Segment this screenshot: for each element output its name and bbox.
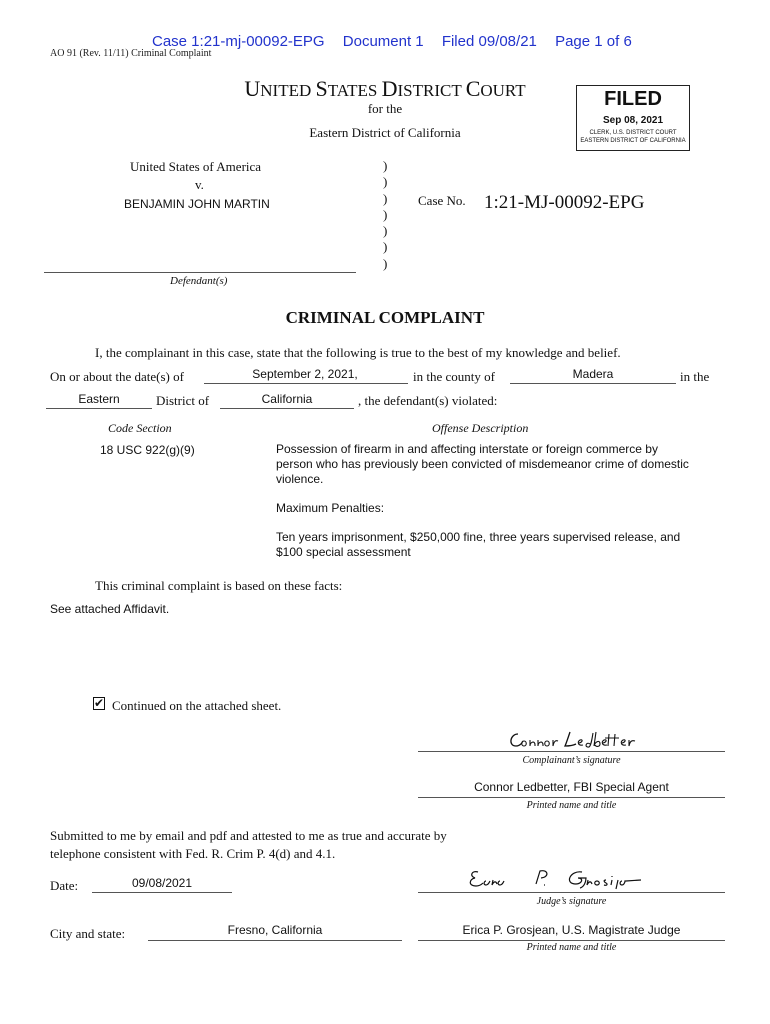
header-filed-date: Filed 09/08/21 (441, 33, 537, 50)
violated-label: , the defendant(s) violated: (358, 393, 498, 408)
judge-signature-line (418, 892, 725, 893)
complaint-statement: I, the complainant in this case, state that the following is true to the best of my knowledge and belief. (95, 345, 621, 360)
in-the-label: in the (680, 369, 710, 384)
caption-parentheses: ) ) ) ) ) ) ) (383, 158, 388, 271)
filed-stamp-label: FILED (604, 88, 662, 110)
penalties-text: Ten years imprisonment, $250,000 fine, three years supervised release, and $100 special assessment (276, 530, 681, 559)
versus-label: v. (195, 177, 204, 192)
case-number-label: Case No. (418, 193, 466, 208)
court-title: UNITED STATES DISTRICT COURT (244, 76, 526, 101)
offense-description-heading: Offense Description (432, 421, 529, 435)
offense-date-field: September 2, 2021, (252, 367, 358, 381)
defendant-name: BENJAMIN JOHN MARTIN (124, 197, 270, 211)
facts-text: See attached Affidavit. (50, 602, 170, 616)
judge-name-caption: Printed name and title (526, 942, 617, 953)
header-page-count: Page 1 of 6 (555, 33, 632, 50)
defendant-signature-line (44, 272, 356, 273)
complainant-printed-name: Connor Ledbetter, FBI Special Agent (474, 780, 669, 794)
maximum-penalties-label: Maximum Penalties: (276, 501, 385, 515)
filed-stamp-clerk: CLERK, U.S. DISTRICT COURT EASTERN DISTRICT OF CALIFORNIA (580, 130, 686, 144)
judge-signature (466, 866, 644, 892)
date-label: Date: (50, 878, 79, 893)
county-underline (510, 383, 676, 384)
city-state-underline (148, 940, 402, 941)
district-field: Eastern (78, 392, 120, 406)
district-of-label: District of (156, 393, 210, 408)
state-field: California (261, 392, 313, 406)
code-section-value: 18 USC 922(g)(9) (100, 443, 195, 457)
signing-date-underline (92, 892, 232, 893)
complainant-name-line (418, 797, 725, 798)
judge-printed-name: Erica P. Grosjean, U.S. Magistrate Judge (462, 923, 681, 937)
defendants-label: Defendant(s) (170, 275, 228, 287)
city-state-label: City and state: (50, 926, 126, 941)
continued-checkbox[interactable]: ✔ (94, 696, 105, 710)
attestation-line-2: telephone consistent with Fed. R. Crim P. 4(d) and 4.1. (50, 846, 336, 861)
filing-header-stamp (152, 33, 646, 50)
county-prefix: in the county of (413, 369, 495, 384)
form-id: AO 91 (Rev. 11/11) Criminal Complaint (50, 48, 212, 59)
state-underline (220, 408, 354, 409)
district-underline (46, 408, 152, 409)
filed-stamp (576, 85, 690, 151)
offense-description (276, 442, 696, 574)
filed-stamp-date: Sep 08, 2021 (602, 115, 664, 126)
signing-date-field: 09/08/2021 (131, 876, 193, 890)
attestation-line-1: Submitted to me by email and pdf and attested to me as true and accurate by (50, 828, 447, 843)
city-state-field: Fresno, California (227, 923, 323, 937)
court-district: Eastern District of California (309, 125, 461, 140)
date-prefix: On or about the date(s) of (50, 369, 184, 384)
header-case-number: Case 1:21-mj-00092-EPG (152, 33, 325, 50)
county-field: Madera (572, 367, 614, 381)
continued-label: Continued on the attached sheet. (112, 698, 282, 713)
plaintiff-name: United States of America (130, 159, 262, 174)
based-on-facts-label: This criminal complaint is based on these facts: (95, 578, 343, 593)
complaint-title: CRIMINAL COMPLAINT (285, 308, 485, 327)
header-document: Document 1 (342, 33, 424, 50)
complainant-name-caption: Printed name and title (526, 800, 617, 811)
complainant-signature (506, 728, 638, 752)
offense-date-underline (204, 383, 408, 384)
judge-name-line (418, 940, 725, 941)
complainant-signature-caption: Complainant’s signature (522, 755, 621, 766)
offense-text: Possession of firearm in and affecting interstate or foreign commerce by person who has previously been convicted of misdemeanor crime of domestic violence. (276, 442, 689, 486)
for-the-label: for the (367, 101, 403, 116)
judge-signature-caption: Judge’s signature (536, 896, 607, 907)
code-section-heading: Code Section (108, 421, 172, 435)
case-number: 1:21-MJ-00092-EPG (484, 192, 645, 213)
complainant-signature-line (418, 751, 725, 752)
